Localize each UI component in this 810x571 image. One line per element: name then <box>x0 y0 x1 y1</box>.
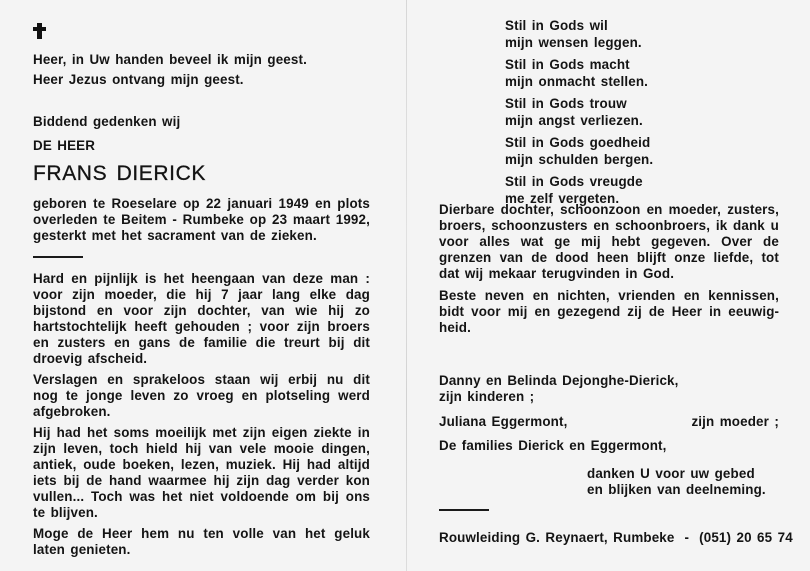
poem-line: mijn onmacht stellen. <box>505 74 649 89</box>
eulogy-paragraph: Hij had het soms moeilijk met zijn eigen ziekte in zijn leven, toch hield hij van vele mooie dingen, antiek, oude boeken, lezen, muziek. Hij had altijd iets bij de hand waarmee hij zijn dag verder kon vullen... Toch was het niet voldoende om bij ons te blijven. <box>33 425 370 520</box>
poem <box>505 17 653 212</box>
poem-stanza <box>505 17 653 51</box>
cross-icon <box>33 23 47 39</box>
prayer-line: Heer, in Uw handen beveel ik mijn geest. <box>33 52 307 67</box>
closing-line: en blijken van deelneming. <box>587 482 766 497</box>
funeral-home-footer <box>439 530 793 546</box>
signatory-mother <box>439 414 779 430</box>
eulogy-paragraph: Verslagen en sprakeloos staan wij erbij nu dit nog te jonge leven zo vroeg en plotseling werd afgebroken. <box>33 372 370 419</box>
eulogy <box>33 271 370 563</box>
divider-rule <box>439 509 489 511</box>
poem-stanza <box>505 95 653 129</box>
eulogy-paragraph: Moge de Heer hem nu ten volle van het geluk laten genieten. <box>33 526 370 557</box>
funeral-home-phone: (051) 20 65 74 <box>699 530 793 545</box>
signatory-families: De families Dierick en Eggermont, <box>439 438 667 453</box>
thanks-message <box>439 202 779 342</box>
divider-rule <box>33 256 83 258</box>
thanks-paragraph: Dierbare dochter, schoonzoon en moeder, zusters, broers, schoonzusters en schoonbroers, ik dank u voor alles wat ge mij hebt gegeven. Over de grenzen van de dood heen blijft onze liefde, tot dat wij mekaar terugvinden in God. <box>439 202 779 281</box>
funeral-home-name: Rouwleiding G. Reynaert, Rumbeke <box>439 530 675 545</box>
biography: geboren te Roeselare op 22 januari 1949 en plots overleden te Beitem - Rumbeke op 23 maart 1992, gesterkt met het sacrament van de zieken. <box>33 196 370 243</box>
signatory-mother-relation: zijn moeder ; <box>691 414 779 429</box>
poem-line: Stil in Gods vreugde <box>505 174 643 189</box>
eulogy-paragraph: Hard en pijnlijk is het heengaan van deze man : voor zijn moeder, die hij 7 jaar lang elke dag bijstond en voor zijn dochter, van wie hij zo hartstochtelijk heeft gehouden ; voor zijn broers en zusters en gans de familie die treurt bij dit droevig afscheid. <box>33 271 370 366</box>
signatory-children-relation: zijn kinderen ; <box>439 389 535 404</box>
prayer <box>33 52 307 88</box>
closing-line: danken U voor uw gebed <box>587 466 755 481</box>
signatory-children-name: Danny en Belinda Dejonghe-Dierick, <box>439 373 679 388</box>
closing-lines <box>587 466 766 498</box>
signatory-mother-name: Juliana Eggermont, <box>439 414 568 429</box>
poem-stanza <box>505 56 653 90</box>
poem-line: Stil in Gods macht <box>505 57 630 72</box>
footer-separator: - <box>684 530 690 545</box>
remembrance-text: Biddend gedenken wij <box>33 114 181 129</box>
poem-line: mijn wensen leggen. <box>505 35 642 50</box>
poem-line: Stil in Gods goedheid <box>505 135 651 150</box>
poem-line: mijn angst verliezen. <box>505 113 643 128</box>
poem-line: Stil in Gods trouw <box>505 96 627 111</box>
poem-line: mijn schulden bergen. <box>505 152 654 167</box>
prayer-line: Heer Jezus ontvang mijn geest. <box>33 72 244 87</box>
poem-line: me zelf vergeten. <box>505 191 620 206</box>
poem-stanza <box>505 134 653 168</box>
poem-line: Stil in Gods wil <box>505 18 608 33</box>
thanks-paragraph: Beste neven en nichten, vrienden en kennissen, bidt voor mij en gezegend zij de Heer in eeuwigheid. <box>439 288 779 335</box>
honorific-title: DE HEER <box>33 138 96 153</box>
deceased-name: FRANS DIERICK <box>33 162 206 185</box>
